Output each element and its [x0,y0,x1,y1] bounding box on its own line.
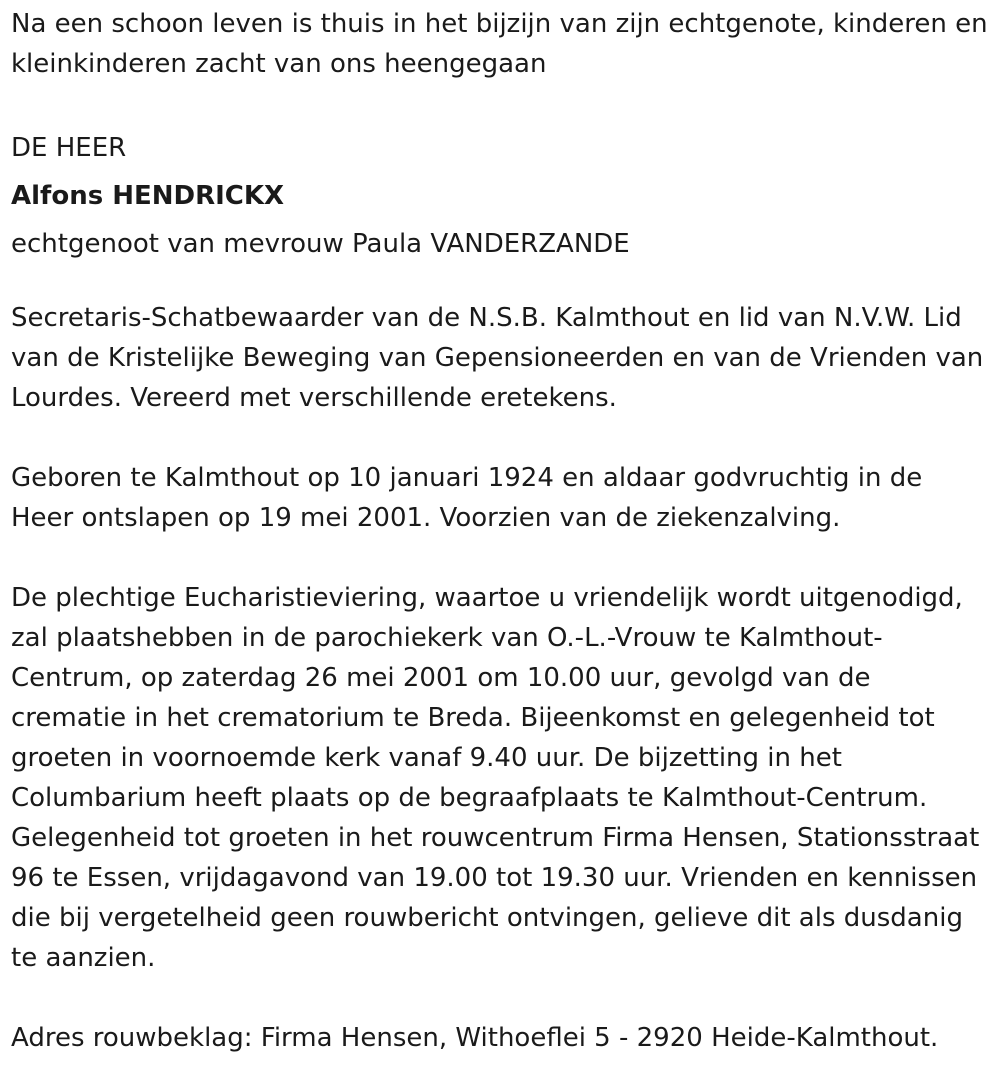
spouse-line: echtgenoot van mevrouw Paula VANDERZANDE [11,229,630,259]
spacer [11,268,991,298]
obituary-notice [11,4,991,1058]
honorific: DE HEER [11,133,127,163]
deceased-name: Alfons HENDRICKX [11,181,285,211]
intro-text: Na een schoon leven is thuis in het bijzijn van zijn echtgenote, kinderen en kleinkinderen zacht van ons heengegaan [11,9,988,79]
spacer [11,84,991,124]
birth-death-text: Geboren te Kalmthout op 10 januari 1924 en aldaar godvruchtig in de Heer ontslapen op 19 mei 2001. Voorzien van de ziekenzalving. [11,463,923,533]
ceremony-text: De plechtige Eucharistieviering, waartoe u vriendelijk wordt uitgenodigd, zal plaatshebben in de parochiekerk van O.-L.-Vrouw te Kalmthout-Centrum, op zaterdag 26 mei 2001 om 10.00 uur, gevolgd van de crematie in het crematorium te Breda. Bijeenkomst en gelegenheid tot groeten in voornoemde kerk vanaf 9.40 uur. De bijzetting in het Columbarium heeft plaats op de begraafplaats te Kalmthout-Centrum. Gelegenheid tot groeten in het rouwcentrum Firma Hensen, Stationsstraat 96 te Essen, vrijdagavond van 19.00 tot 19.30 uur. Vrienden en kennissen die bij vergetelheid geen rouwbericht ontvingen, gelieve dit als dusdanig te aanzien. [11,583,980,973]
spacer [11,418,991,458]
address-text: Adres rouwbeklag: Firma Hensen, Withoeflei 5 - 2920 Heide-Kalmthout. [11,1023,939,1053]
functions-text: Secretaris-Schatbewaarder van de N.S.B. Kalmthout en lid van N.V.W. Lid van de Kristelijke Beweging van Gepensioneerden en van de Vrienden van Lourdes. Vereerd met verschillende eretekens. [11,303,984,413]
spacer [11,538,991,578]
spacer [11,978,991,1018]
